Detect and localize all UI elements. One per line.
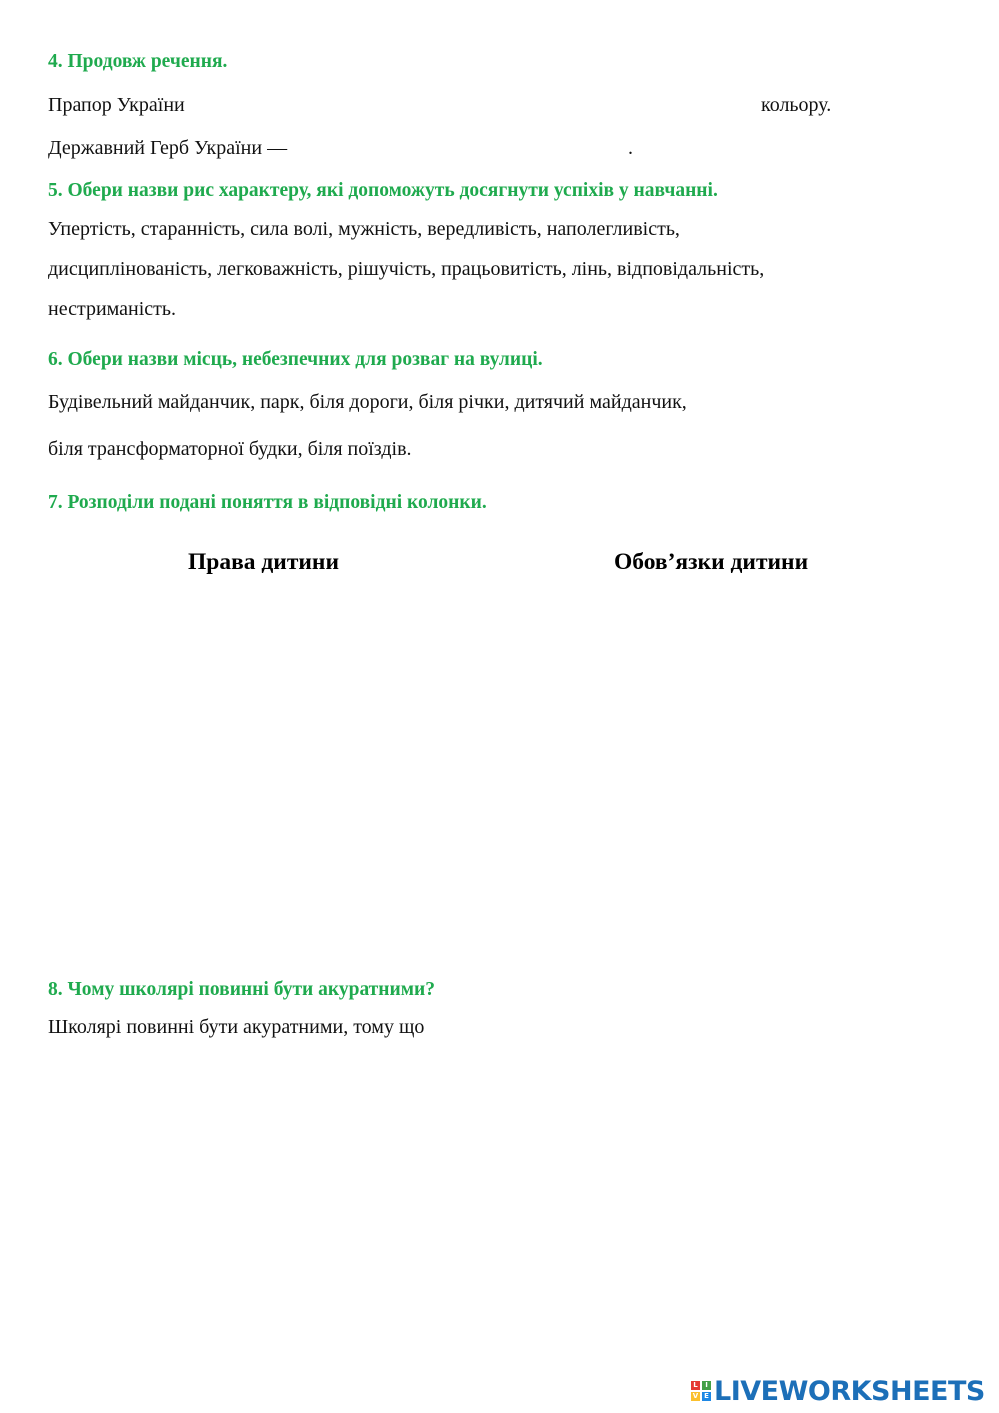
task5-options-line[interactable]: нестриманість. (48, 298, 177, 320)
task5-options-line[interactable]: Упертість, старанність, сила волі, мужність, вередливість, наполегливість, (48, 218, 680, 240)
task4-line2-end: . (628, 137, 633, 159)
logo-blocks-icon (691, 1381, 711, 1401)
logo-block: L (691, 1381, 700, 1390)
logo-block: V (692, 1392, 699, 1400)
duties-drop-zone[interactable] (540, 590, 900, 950)
task4-line1-end: кольору. (761, 94, 832, 116)
task8-answer-input[interactable] (48, 1048, 952, 1130)
task5-heading: 5. Обери назви рис характеру, які допоможуть досягнути успіхів у навчанні. (48, 180, 718, 201)
logo-block: E (702, 1392, 711, 1401)
duties-column-header: Обов’язки дитини (614, 549, 809, 575)
task4-line1-start: Прапор України (48, 94, 185, 116)
coat-of-arms-answer-input[interactable] (333, 136, 627, 162)
flag-color-answer-input[interactable] (215, 93, 754, 119)
task6-heading: 6. Обери назви місць, небезпечних для розваг на вулиці. (48, 349, 543, 370)
liveworksheets-logo (691, 1376, 985, 1406)
rights-drop-zone[interactable] (90, 590, 450, 950)
task6-options-line[interactable]: біля трансформаторної будки, біля поїздів. (48, 438, 412, 460)
logo-text: LIVEWORKSHEETS (714, 1375, 985, 1407)
logo-block: I (702, 1381, 711, 1390)
task4-line2-start: Державний Герб України — (48, 137, 288, 159)
task7-heading: 7. Розподіли подані поняття в відповідні колонки. (48, 492, 487, 513)
task8-heading: 8. Чому школярі повинні бути акуратними? (48, 979, 436, 1000)
task4-heading: 4. Продовж речення. (48, 51, 228, 72)
rights-column-header: Права дитини (188, 549, 340, 575)
task6-options-line[interactable]: Будівельний майданчик, парк, біля дороги, біля річки, дитячий майданчик, (48, 391, 687, 413)
task5-options-line[interactable]: дисциплінованість, легковажність, рішучість, працьовитість, лінь, відповідальність, (48, 258, 765, 280)
task8-answer-start: Школярі повинні бути акуратними, тому що (48, 1016, 425, 1038)
